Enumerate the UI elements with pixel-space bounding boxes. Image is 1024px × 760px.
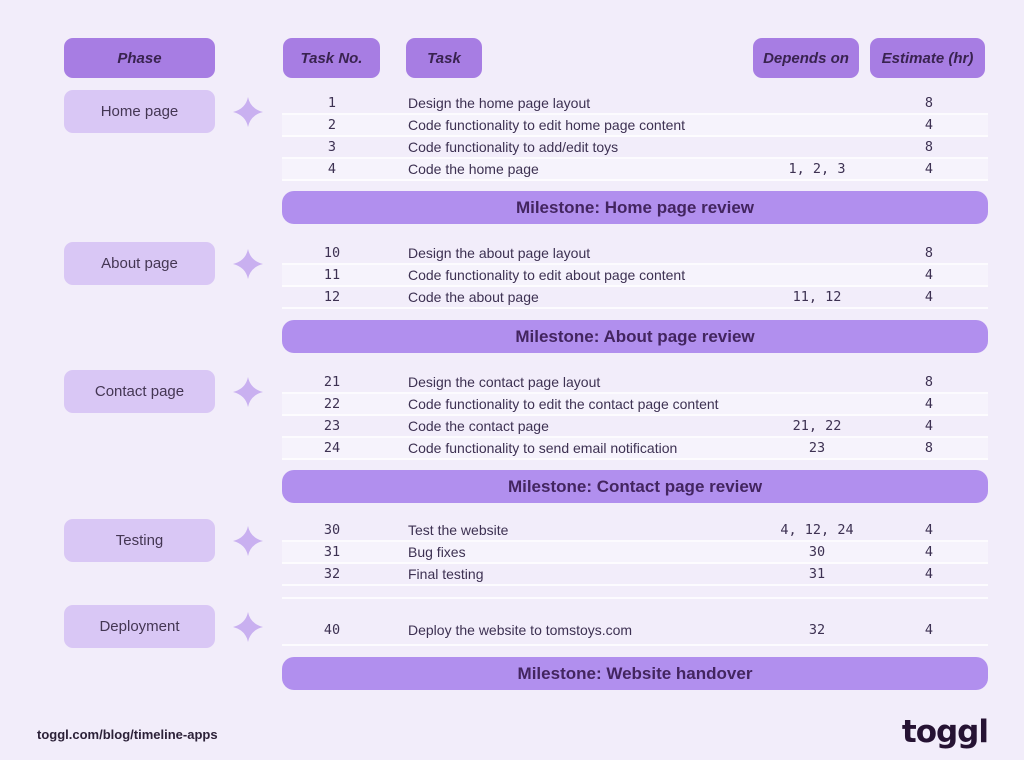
estimate-cell: 4 [924,566,934,582]
task-row [282,616,988,646]
sparkle-icon [233,249,263,279]
task-row [282,372,988,394]
depends-on-cell: 21, 22 [792,418,842,434]
task-row [282,542,988,564]
task-number-cell: 31 [323,544,341,560]
column-header-task-no: Task No. [283,38,380,78]
task-name-cell: Code the contact page [408,418,549,434]
phase-button-testing: Testing [64,519,215,562]
estimate-cell: 4 [924,544,934,560]
task-name-cell: Code the home page [408,161,539,177]
task-number-cell: 10 [323,245,341,261]
estimate-cell: 4 [924,161,934,177]
task-row [282,243,988,265]
estimate-cell: 8 [924,440,934,456]
task-name-cell: Final testing [408,566,484,582]
task-number-cell: 21 [323,374,341,390]
task-group [282,372,988,460]
task-row [282,416,988,438]
task-row [282,265,988,287]
estimate-cell: 4 [924,396,934,412]
estimate-cell: 4 [924,418,934,434]
task-row [282,564,988,586]
phase-button-deployment: Deployment [64,605,215,648]
task-number-cell: 40 [323,622,341,638]
task-name-cell: Code functionality to edit the contact page content [408,396,719,412]
task-name-cell: Design the about page layout [408,245,591,261]
task-row [282,438,988,460]
row-spacer [282,586,988,599]
task-name-cell: Deploy the website to tomstoys.com [408,622,633,638]
task-row [282,115,988,137]
task-row [282,159,988,181]
estimate-cell: 8 [924,95,934,111]
depends-on-cell: 32 [808,622,826,638]
depends-on-cell: 1, 2, 3 [788,161,846,177]
task-name-cell: Code functionality to send email notification [408,440,678,456]
task-number-cell: 4 [327,161,337,177]
phase-button-home-page: Home page [64,90,215,133]
column-header-estimate: Estimate (hr) [870,38,985,78]
estimate-cell: 4 [924,522,934,538]
task-name-cell: Design the contact page layout [408,374,601,390]
estimate-cell: 8 [924,245,934,261]
column-header-depends: Depends on [753,38,859,78]
task-number-cell: 2 [327,117,337,133]
depends-on-cell: 23 [808,440,826,456]
depends-on-cell: 11, 12 [792,289,842,305]
task-number-cell: 24 [323,440,341,456]
task-name-cell: Bug fixes [408,544,466,560]
estimate-cell: 8 [924,374,934,390]
task-name-cell: Code functionality to add/edit toys [408,139,619,155]
task-group [282,520,988,599]
sparkle-icon [233,377,263,407]
task-number-cell: 22 [323,396,341,412]
sparkle-icon [233,97,263,127]
column-header-task: Task [406,38,482,78]
depends-on-cell: 31 [808,566,826,582]
task-name-cell: Code functionality to edit home page content [408,117,686,133]
task-name-cell: Code functionality to edit about page content [408,267,686,283]
task-row [282,520,988,542]
task-number-cell: 30 [323,522,341,538]
task-number-cell: 3 [327,139,337,155]
task-group [282,93,988,181]
depends-on-cell: 4, 12, 24 [780,522,854,538]
task-name-cell: Test the website [408,522,509,538]
task-name-cell: Code the about page [408,289,539,305]
estimate-cell: 4 [924,289,934,305]
toggl-logo: toggl [901,714,988,750]
phase-button-about-page: About page [64,242,215,285]
task-group [282,616,988,646]
estimate-cell: 4 [924,622,934,638]
milestone-bar: Milestone: About page review [282,320,988,353]
task-row [282,287,988,309]
column-header-phase: Phase [64,38,215,78]
task-number-cell: 11 [323,267,341,283]
task-number-cell: 23 [323,418,341,434]
task-number-cell: 12 [323,289,341,305]
milestone-bar: Milestone: Website handover [282,657,988,690]
sparkle-icon [233,612,263,642]
sparkle-icon [233,526,263,556]
task-row [282,394,988,416]
estimate-cell: 8 [924,139,934,155]
task-number-cell: 32 [323,566,341,582]
task-group [282,243,988,309]
depends-on-cell: 30 [808,544,826,560]
milestone-bar: Milestone: Home page review [282,191,988,224]
milestone-bar: Milestone: Contact page review [282,470,988,503]
phase-button-contact-page: Contact page [64,370,215,413]
task-number-cell: 1 [327,95,337,111]
source-url: toggl.com/blog/timeline-apps [37,727,218,742]
estimate-cell: 4 [924,117,934,133]
estimate-cell: 4 [924,267,934,283]
task-row [282,137,988,159]
task-row [282,93,988,115]
task-name-cell: Design the home page layout [408,95,591,111]
